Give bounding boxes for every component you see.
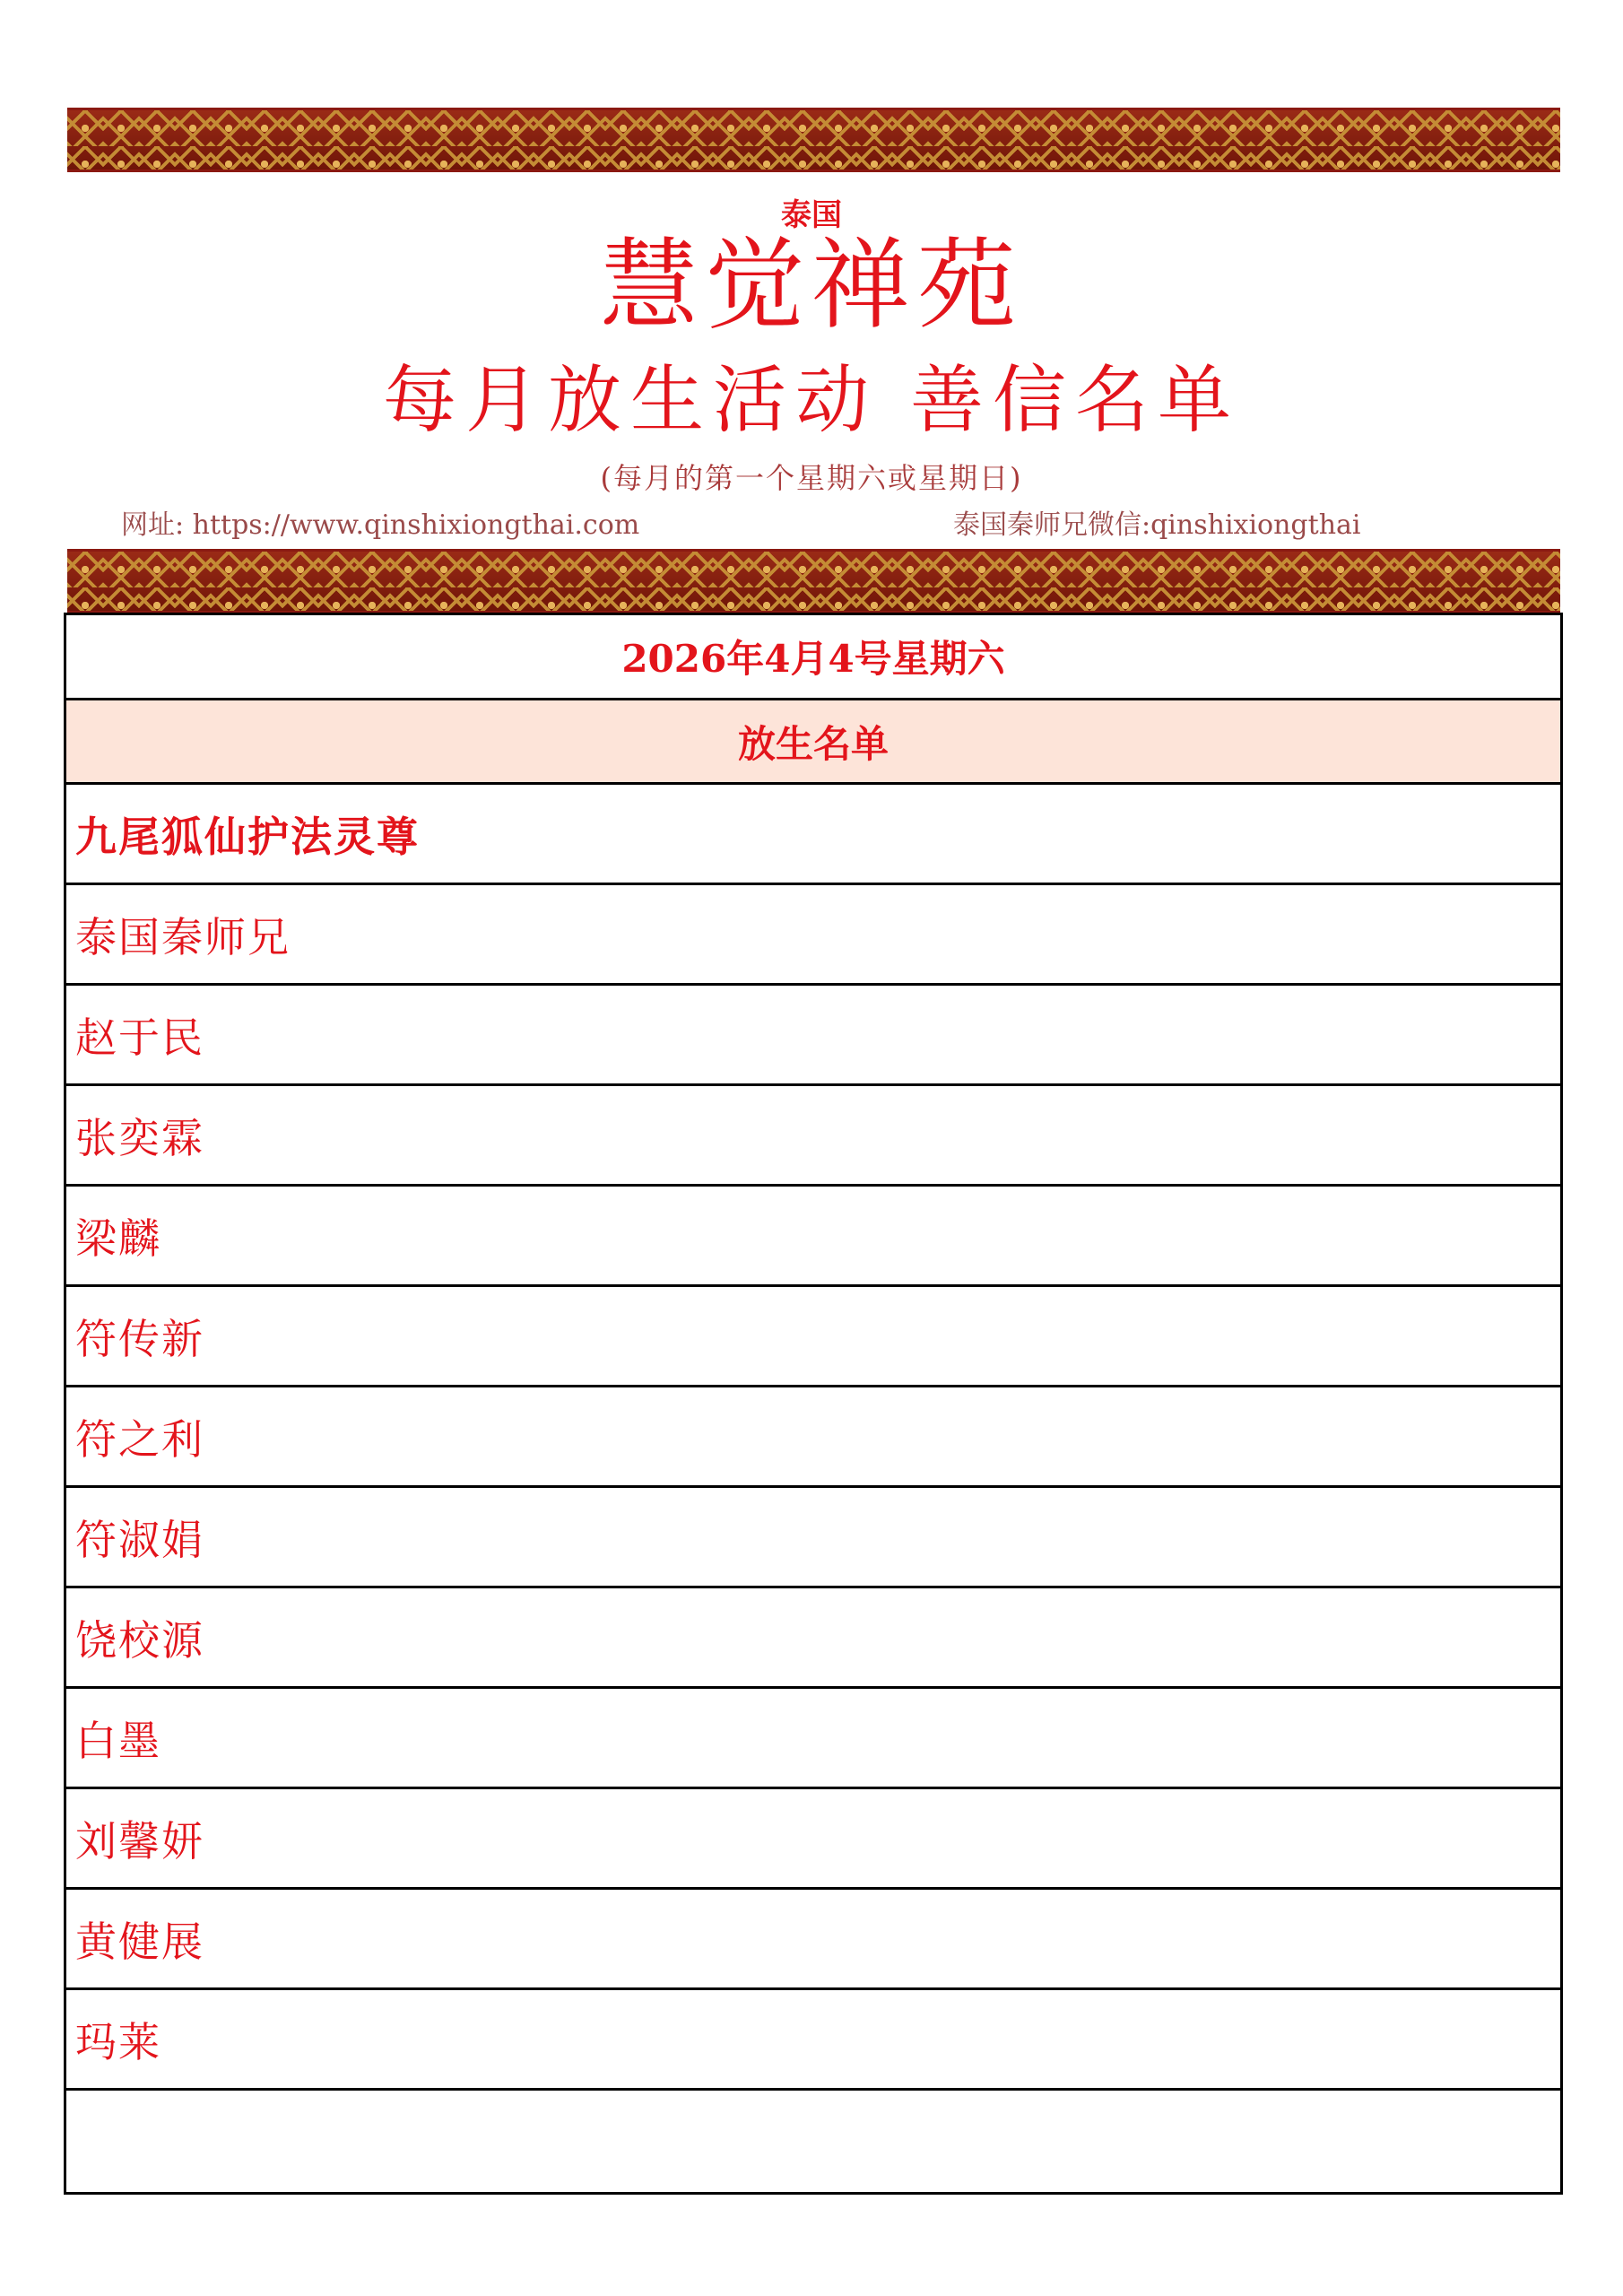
name-row: 刘馨妍 <box>66 1789 1560 1890</box>
decorative-banner-bottom <box>67 549 1560 613</box>
name-row: 白墨 <box>66 1689 1560 1789</box>
schedule-note: (每月的第一个星期六或星期日) <box>600 461 1023 495</box>
country-label: 泰国 <box>781 197 842 233</box>
release-list-table <box>64 613 1563 2195</box>
name-row: 符传新 <box>66 1287 1560 1387</box>
name-row: 玛莱 <box>66 1990 1560 2091</box>
website-link[interactable]: 网址: https://www.qinshixiongthai.com <box>121 509 640 541</box>
name-row: 张奕霖 <box>66 1086 1560 1187</box>
date-row: 2026年4月4号星期六 <box>66 615 1560 700</box>
name-row: 饶校源 <box>66 1588 1560 1689</box>
name-row: 黄健展 <box>66 1890 1560 1990</box>
section-title-row: 放生名单 <box>66 700 1560 785</box>
name-row: 符之利 <box>66 1387 1560 1488</box>
name-row: 梁麟 <box>66 1187 1560 1287</box>
site-name: 慧觉禅苑 <box>600 228 1023 343</box>
name-row: 赵于民 <box>66 986 1560 1086</box>
name-row: 九尾狐仙护法灵尊 <box>66 785 1560 885</box>
name-row: 符淑娟 <box>66 1488 1560 1588</box>
decorative-banner-top <box>67 108 1560 172</box>
event-title: 每月放生活动 善信名单 <box>382 358 1241 443</box>
wechat-contact: 泰国秦师兄微信:qinshixiongthai <box>953 509 1361 541</box>
name-row: 泰国秦师兄 <box>66 885 1560 986</box>
empty-row <box>66 2091 1560 2192</box>
